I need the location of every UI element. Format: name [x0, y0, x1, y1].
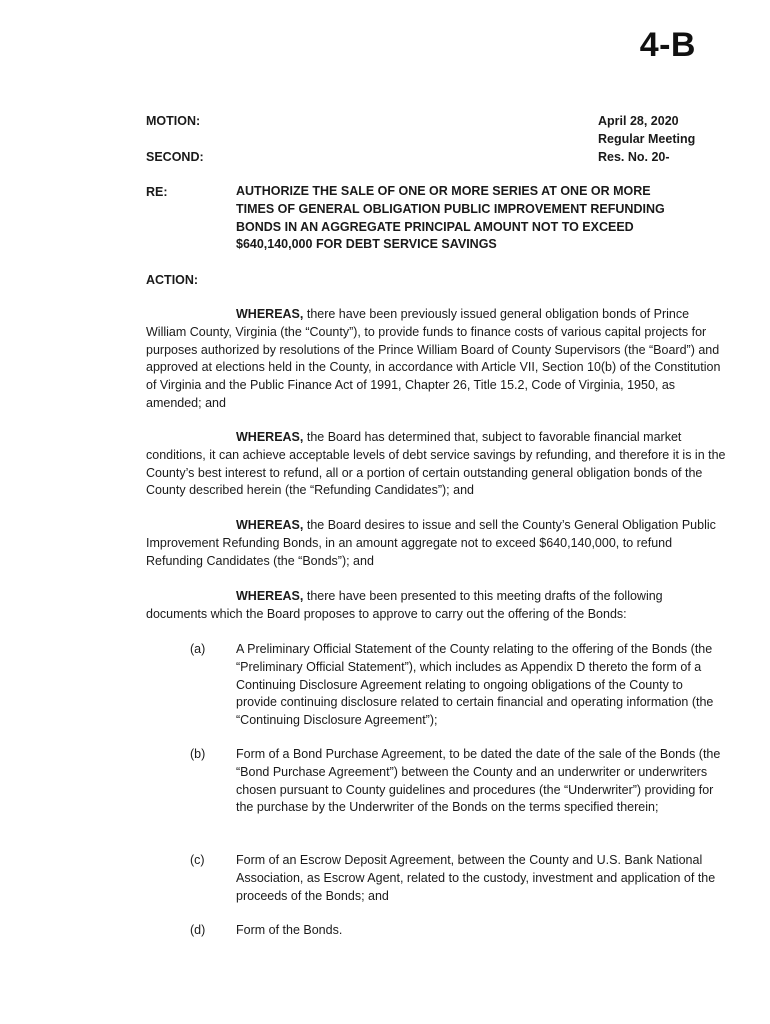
resolution-number: Res. No. 20- — [598, 150, 670, 164]
item-text: A Preliminary Official Statement of the County relating to the offering of the Bonds (the “Preliminary Official Statement”), which includes as Appendix D thereto the form of a Continuing Disclosure Agreement relating to ongoing obligations of the County to provide continuing disclosure related to certain financial and operating information (the “Continuing Disclosure Agreement”); — [236, 642, 714, 728]
item-text: Form of the Bonds. — [236, 923, 343, 937]
item-label: (c) — [190, 853, 205, 867]
paragraph-text: the Board has determined that, subject to favorable financial market conditions, it can achieve acceptable levels of debt service savings by refunding, and therefore it is in the County’s best interest to refund, all or a portion of certain outstanding general obligation bonds of the County described herein (the “Refunding Candidates”); and — [146, 430, 726, 498]
action-label: ACTION: — [146, 273, 199, 287]
whereas-label: WHEREAS, — [236, 430, 304, 444]
second-label: SECOND: — [146, 150, 204, 164]
whereas-paragraph — [146, 588, 726, 624]
whereas-paragraph — [146, 517, 726, 570]
item-label: (d) — [190, 923, 206, 937]
motion-label: MOTION: — [146, 114, 201, 128]
whereas-label: WHEREAS, — [236, 518, 304, 532]
paragraph-text: there have been previously issued general obligation bonds of Prince William County, Virginia (the “County”), to provide funds to finance costs of various capital projects for purposes authorized by resolutions of the Prince William Board of County Supervisors (the “Board”) and approved at elections held in the County, in accordance with Article VII, Section 10(b) of the Constitution of Virginia and the Public Finance Act of 1991, Chapter 26, Title 15.2, Code of Virginia, 1950, as amended; and — [146, 307, 721, 410]
whereas-paragraph — [146, 429, 726, 500]
item-text: Form of a Bond Purchase Agreement, to be dated the date of the sale of the Bonds (the “Bond Purchase Agreement”) between the County and an underwriter or underwriters chosen pursuant to County guidelines and procedures (the “Underwriter”) providing for the purchase by the Underwriter of the Bonds on the terms specified therein; — [236, 747, 721, 815]
meeting-date: April 28, 2020 — [598, 114, 679, 128]
paragraph-text: the Board desires to issue and sell the County’s General Obligation Public Improvement Refunding Bonds, in an amount aggregate not to exceed $640,140,000, to refund Refunding Candidates (the “Bonds”); and — [146, 518, 716, 568]
item-label: (a) — [190, 642, 206, 656]
re-label: RE: — [146, 185, 168, 199]
item-text: Form of an Escrow Deposit Agreement, between the County and U.S. Bank National Association, as Escrow Agent, related to the custody, investment and application of the proceeds of the Bonds; and — [236, 853, 716, 903]
meeting-type: Regular Meeting — [598, 132, 696, 146]
re-subject: AUTHORIZE THE SALE OF ONE OR MORE SERIES AT ONE OR MORE TIMES OF GENERAL OBLIGATION PUBLIC IMPROVEMENT REFUNDING BONDS IN AN AGGREGATE PRINCIPAL AMOUNT NOT TO EXCEED $640,140,000 FOR DEBT SERVICE SAVINGS — [236, 184, 665, 252]
whereas-paragraph — [146, 306, 726, 413]
paragraph-text: there have been presented to this meeting drafts of the following documents which the Board proposes to approve to carry out the offering of the Bonds: — [146, 589, 663, 621]
whereas-label: WHEREAS, — [236, 307, 304, 321]
meeting-info — [598, 112, 695, 166]
agenda-item-code: 4-B — [639, 26, 696, 64]
whereas-label: WHEREAS, — [236, 589, 304, 603]
item-label: (b) — [190, 747, 206, 761]
